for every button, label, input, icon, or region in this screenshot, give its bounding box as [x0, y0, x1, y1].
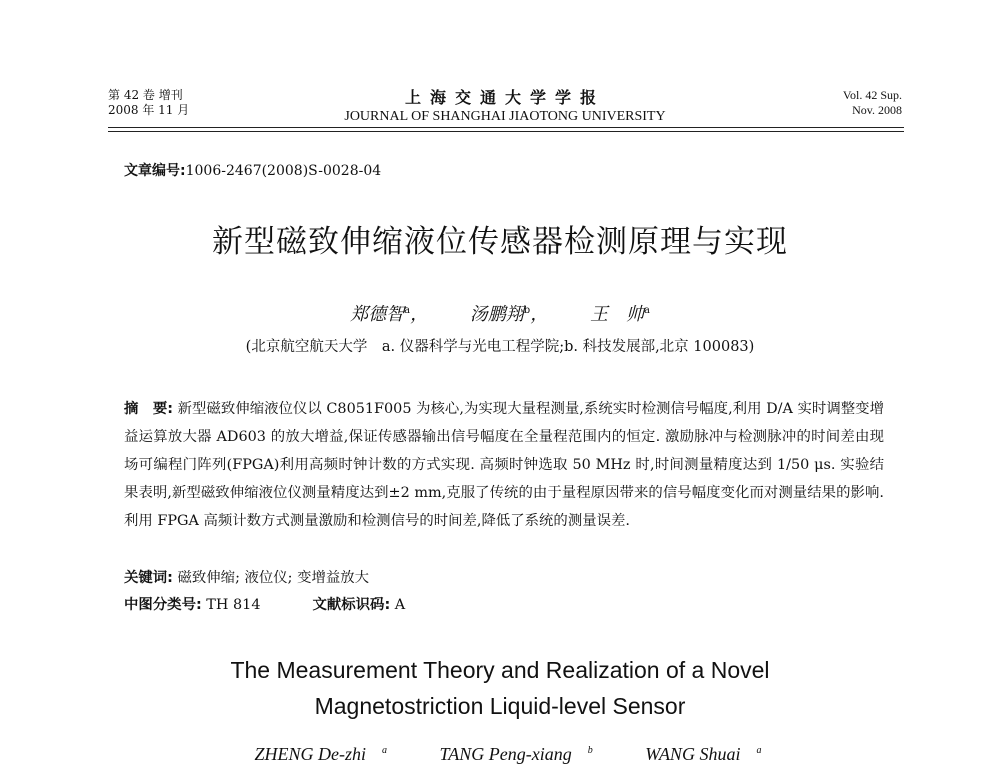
journal-name [108, 88, 902, 125]
header-rule-top [108, 127, 904, 128]
author-en [629, 744, 761, 764]
doc-code-value: A [390, 597, 406, 613]
journal-name-cn: 上海交通大学学报 [404, 88, 605, 107]
author-list-en [0, 744, 1000, 765]
clc-label: 中图分类号: [124, 597, 202, 613]
author-en [424, 744, 593, 764]
clc-value: TH 814 [201, 597, 261, 613]
author-name: 郑德智 [350, 304, 405, 325]
author-en [239, 744, 388, 764]
article-number-label: 文章编号: [124, 163, 186, 179]
author-separator: ， [410, 304, 429, 325]
article-number-value: 1006-2467(2008)S-0028-04 [185, 163, 382, 179]
article-number [124, 160, 381, 180]
title-en [0, 652, 1000, 724]
keywords-label: 关键词: [124, 570, 173, 586]
author [350, 304, 428, 325]
author-name: 汤鹏翔 [469, 304, 524, 325]
classification [124, 591, 405, 619]
author-list-cn [0, 300, 1000, 326]
abstract [124, 395, 884, 535]
author-affil-mark: a [404, 305, 411, 316]
volume-label-en: Vol. 42 Sup. [842, 88, 902, 102]
author [590, 304, 650, 325]
doc-code-label: 文献标识码: [312, 597, 391, 613]
author-affil-mark: b [523, 305, 531, 316]
issue-date: 2008 年 11 月 [108, 103, 190, 117]
abstract-label: 摘 要: [124, 401, 174, 417]
keywords [124, 564, 369, 592]
keywords-value: 磁致伸缩; 液位仪; 变增益放大 [172, 570, 370, 586]
author-en-affil-mark: b [587, 745, 593, 756]
header-rule-bottom [108, 131, 904, 132]
issue-info-en [843, 88, 902, 118]
journal-name-en: JOURNAL OF SHANGHAI JIAOTONG UNIVERSITY [344, 109, 666, 124]
author-separator: ， [530, 304, 549, 325]
title-en-line1: The Measurement Theory and Realization of a Novel [230, 657, 770, 683]
abstract-text: 新型磁致伸缩液位仪以 C8051F005 为核心,为实现大量程测量,系统实时检测信号幅度,利用 D/A 实时调整变增益运算放大器 AD603 的放大增益,保证传感器输出信号幅度在全量程范围内的恒定. 激励脉冲与检测脉冲的时间差由现场可编程门阵列(FPGA)利用高频时钟计数的方式实现. 高频时钟选取 50 MHz 时,时间测量精度达到 1/50 μs. 实验结果表明,新型磁致伸缩液位仪测量精度达到±2 mm,克服了传统的由于量程原因带来的信号幅度变化而对测量结果的影响. 利用 FPGA 高频计数方式测量激励和检测信号的时间差,降低了系统的测量误差. [124, 401, 884, 529]
journal-header [108, 88, 902, 136]
author-en-name: TANG Peng-xiang [439, 744, 572, 764]
author-en-affil-mark: a [382, 745, 388, 756]
issue-date-en: Nov. 2008 [852, 103, 902, 117]
volume-label: 第 42 卷 增刊 [108, 88, 183, 102]
author-en-name: WANG Shuai [645, 744, 741, 764]
author-affil-mark: a [643, 305, 650, 316]
title-cn: 新型磁致伸缩液位传感器检测原理与实现 [212, 224, 788, 260]
title-en-line2: Magnetostriction Liquid-level Sensor [314, 693, 686, 719]
author [470, 304, 548, 325]
author-name: 王 帅 [589, 304, 644, 325]
author-en-name: ZHENG De-zhi [254, 744, 367, 764]
affiliation: (北京航空航天大学 a. 仪器科学与光电工程学院;b. 科技发展部,北京 100083) [245, 339, 755, 355]
author-en-affil-mark: a [756, 745, 762, 756]
